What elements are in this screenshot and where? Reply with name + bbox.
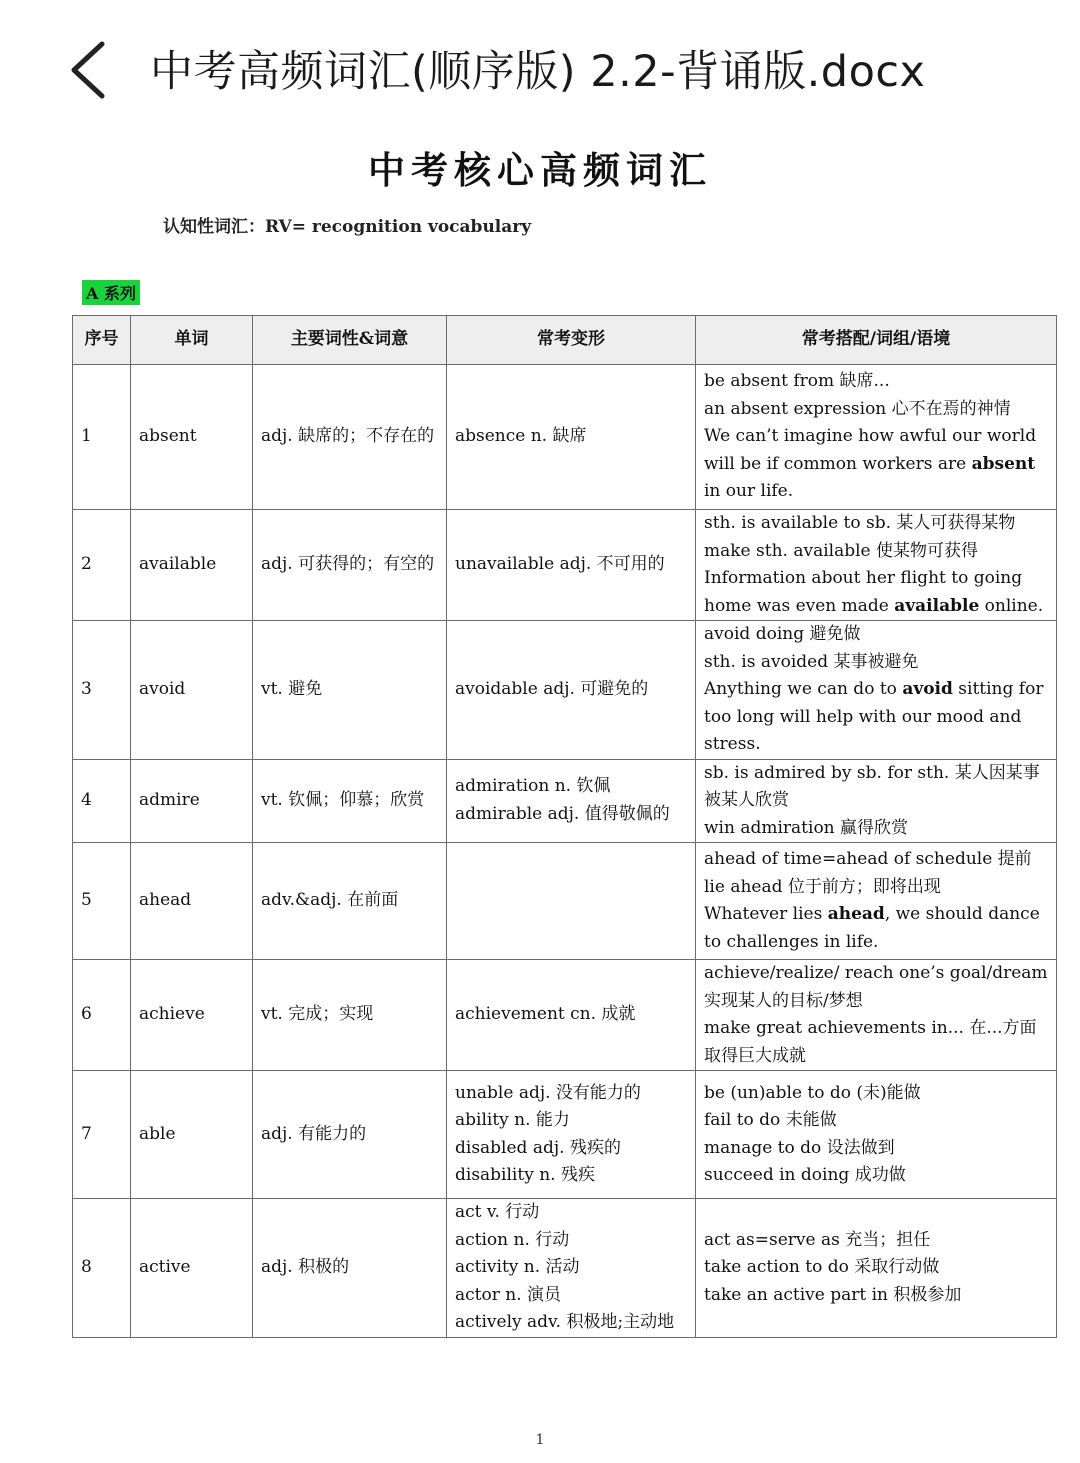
series-tag: A 系列: [82, 280, 140, 305]
row-number: 8: [81, 1257, 92, 1277]
highlighted-word: avoid: [902, 679, 953, 699]
document-title: 中考核心高频词汇: [368, 148, 712, 192]
row-number: 7: [81, 1123, 92, 1144]
collocations-cell: [696, 1199, 1057, 1338]
row-number: 4: [81, 790, 92, 810]
collocation-line: make sth. available 使某物可获得: [704, 540, 979, 561]
table-header-row: [73, 316, 1057, 365]
word-cell: [131, 510, 253, 621]
form-line: actor n. 演员: [455, 1284, 562, 1305]
row-number-cell: [73, 365, 131, 510]
header-meaning: 主要词性&词意: [253, 316, 447, 365]
collocation-line: be absent from 缺席...: [704, 371, 890, 392]
row-number: 6: [81, 1004, 92, 1025]
collocation-line: be (un)able to do (未)能做: [704, 1082, 921, 1103]
form-line: activity n. 活动: [455, 1257, 580, 1277]
page-number: 1: [535, 1432, 545, 1448]
collocation-line: succeed in doing 成功做: [704, 1165, 906, 1185]
word-cell: [131, 1071, 253, 1199]
collocations-cell: [696, 510, 1057, 621]
form-line: ability n. 能力: [455, 1110, 570, 1130]
row-number: 2: [81, 554, 92, 575]
table-row: [73, 1199, 1057, 1338]
chevron-left-icon[interactable]: [66, 40, 112, 100]
example-sentence: [704, 901, 1048, 956]
word-text: active: [139, 1257, 191, 1277]
table-row: [73, 960, 1057, 1071]
forms-cell: [447, 1071, 696, 1199]
word-text: absent: [139, 426, 197, 447]
collocation-line: achieve/realize/ reach one’s goal/dream 实现某人的目标/梦想: [704, 963, 1048, 1011]
meaning-cell: [253, 759, 447, 843]
table-row: [73, 759, 1057, 843]
collocation-line: make great achievements in... 在...方面取得巨大成就: [704, 1018, 1037, 1066]
collocations-cell: [696, 960, 1057, 1071]
collocation-line: take an active part in 积极参加: [704, 1284, 962, 1305]
word-text: ahead: [139, 890, 192, 911]
meaning-cell: [253, 510, 447, 621]
sentence-start: Whatever lies: [704, 904, 828, 924]
word-text: avoid: [139, 679, 186, 699]
form-line: disability n. 残疾: [455, 1165, 595, 1185]
word-cell: [131, 843, 253, 960]
form-line: actively adv. 积极地;主动地: [455, 1312, 675, 1332]
forms-cell: [447, 843, 696, 960]
forms-cell: [447, 365, 696, 510]
form-line: disabled adj. 残疾的: [455, 1137, 621, 1158]
meaning-text: vt. 钦佩；仰慕；欣赏: [261, 790, 425, 810]
form-line: avoidable adj. 可避免的: [455, 679, 649, 699]
sentence-end: in our life.: [704, 481, 794, 502]
row-number-cell: [73, 621, 131, 760]
collocations-cell: [696, 621, 1057, 760]
word-cell: [131, 960, 253, 1071]
form-line: absence n. 缺席: [455, 426, 587, 447]
meaning-text: adj. 有能力的: [261, 1123, 367, 1144]
meaning-cell: [253, 1071, 447, 1199]
collocation-line: fail to do 未能做: [704, 1110, 837, 1130]
highlighted-word: available: [894, 595, 980, 616]
table-body: [73, 365, 1057, 1338]
meaning-text: adv.&adj. 在前面: [261, 890, 399, 911]
table-row: [73, 510, 1057, 621]
word-cell: [131, 759, 253, 843]
row-number-cell: [73, 1071, 131, 1199]
word-text: admire: [139, 790, 200, 810]
table-row: [73, 365, 1057, 510]
collocation-line: manage to do 设法做到: [704, 1137, 895, 1158]
collocation-line: win admiration 赢得欣赏: [704, 817, 909, 838]
collocation-line: sb. is admired by sb. for sth. 某人因某事被某人欣赏: [704, 762, 1040, 810]
row-number-cell: [73, 843, 131, 960]
form-line: admiration n. 钦佩: [455, 776, 611, 797]
sentence-start: Anything we can do to: [704, 679, 903, 699]
row-number: 5: [81, 890, 92, 911]
meaning-text: adj. 可获得的；有空的: [261, 554, 435, 575]
sentence-end: , we should dance to challenges in life.: [704, 904, 1040, 952]
table-row: [73, 621, 1057, 760]
collocation-line: lie ahead 位于前方；即将出现: [704, 876, 941, 897]
word-cell: [131, 365, 253, 510]
word-cell: [131, 621, 253, 760]
forms-cell: [447, 510, 696, 621]
header-collocations: 常考搭配/词组/语境: [696, 316, 1057, 365]
meaning-cell: [253, 621, 447, 760]
meaning-text: vt. 避免: [261, 679, 323, 699]
collocation-line: an absent expression 心不在焉的神情: [704, 398, 1011, 419]
form-line: unavailable adj. 不可用的: [455, 554, 665, 575]
collocation-line: take action to do 采取行动做: [704, 1257, 940, 1277]
sentence-end: sitting for too long will help with our mood and stress.: [704, 679, 1044, 754]
row-number-cell: [73, 759, 131, 843]
forms-cell: [447, 1199, 696, 1338]
collocations-cell: [696, 759, 1057, 843]
collocation-line: avoid doing 避免做: [704, 624, 861, 644]
collocation-line: sth. is available to sb. 某人可获得某物: [704, 513, 1016, 533]
table-row: [73, 1071, 1057, 1199]
header-word: 单词: [131, 316, 253, 365]
meaning-cell: [253, 1199, 447, 1338]
sentence-start: Information about her flight to going home was even made: [704, 568, 1023, 616]
vocabulary-table: [72, 315, 1057, 1338]
meaning-cell: [253, 960, 447, 1071]
word-text: available: [139, 554, 217, 575]
example-sentence: [704, 676, 1048, 759]
example-sentence: [704, 423, 1048, 506]
form-line: action n. 行动: [455, 1229, 570, 1250]
collocation-line: sth. is avoided 某事被避免: [704, 651, 919, 672]
forms-cell: [447, 759, 696, 843]
collocations-cell: [696, 1071, 1057, 1199]
row-number-cell: [73, 1199, 131, 1338]
row-number: 3: [81, 679, 92, 699]
table-row: [73, 843, 1057, 960]
meaning-text: vt. 完成；实现: [261, 1004, 374, 1025]
forms-cell: [447, 960, 696, 1071]
form-line: act v. 行动: [455, 1202, 540, 1222]
collocation-line: ahead of time=ahead of schedule 提前: [704, 849, 1032, 869]
word-text: able: [139, 1123, 176, 1144]
header-forms: 常考变形: [447, 316, 696, 365]
collocation-line: act as=serve as 充当；担任: [704, 1229, 931, 1250]
row-number-cell: [73, 960, 131, 1071]
form-line: admirable adj. 值得敬佩的: [455, 803, 670, 824]
meaning-cell: [253, 843, 447, 960]
document-subtitle: 认知性词汇：RV= recognition vocabulary: [163, 217, 532, 237]
sentence-start: We can’t imagine how awful our world will be if common workers are: [704, 426, 1037, 474]
form-line: achievement cn. 成就: [455, 1004, 636, 1025]
sentence-end: online.: [979, 595, 1044, 616]
meaning-cell: [253, 365, 447, 510]
forms-cell: [447, 621, 696, 760]
top-bar: [0, 0, 1080, 140]
header-number: 序号: [73, 316, 131, 365]
form-line: unable adj. 没有能力的: [455, 1082, 641, 1103]
word-cell: [131, 1199, 253, 1338]
file-title: 中考高频词汇(顺序版) 2.2-背诵版.docx: [150, 47, 926, 97]
highlighted-word: absent: [971, 453, 1036, 474]
meaning-text: adj. 积极的: [261, 1257, 350, 1277]
highlighted-word: ahead: [827, 904, 885, 924]
collocations-cell: [696, 843, 1057, 960]
row-number: 1: [81, 426, 92, 447]
meaning-text: adj. 缺席的；不存在的: [261, 426, 435, 447]
example-sentence: [704, 565, 1048, 620]
collocations-cell: [696, 365, 1057, 510]
word-text: achieve: [139, 1004, 205, 1025]
row-number-cell: [73, 510, 131, 621]
